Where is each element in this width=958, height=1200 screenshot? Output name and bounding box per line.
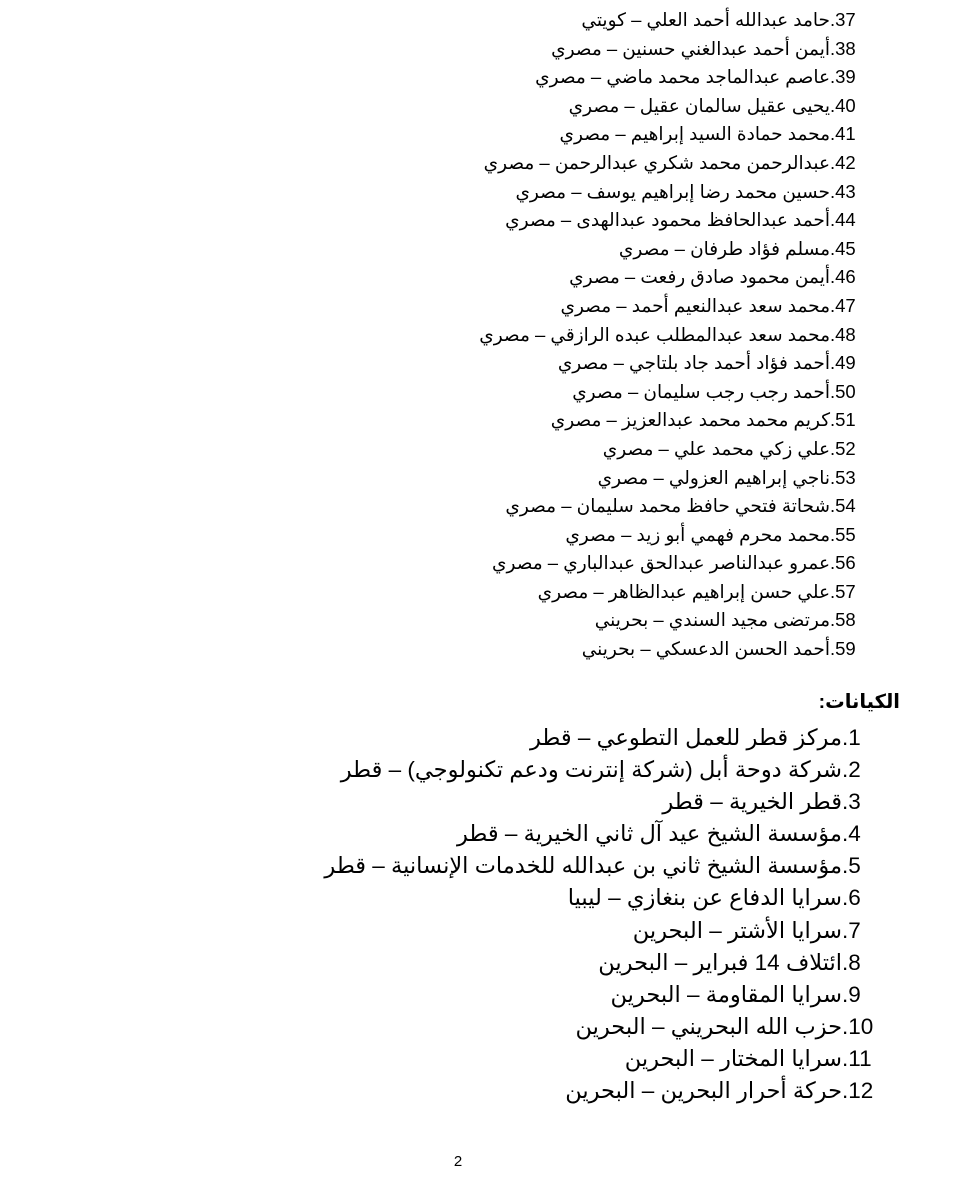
- individual-item: [479, 349, 872, 378]
- individual-item-number: 38.: [830, 37, 856, 59]
- individual-item-text: أحمد رجب رجب سليمان – مصري: [572, 380, 830, 402]
- individual-item-text: أحمد فؤاد أحمد جاد بلتاجي – مصري: [557, 352, 830, 374]
- entities-list: [324, 722, 880, 1107]
- entity-item-number: 8.: [842, 949, 861, 975]
- entity-item-number: 4.: [842, 821, 861, 847]
- entity-item-number: 1.: [842, 725, 861, 750]
- individual-item: [479, 149, 872, 178]
- entity-item: [324, 1075, 880, 1107]
- individual-item: [479, 578, 872, 607]
- individual-item-text: حامد عبدالله أحمد العلي – كويتي: [581, 9, 830, 30]
- individual-item-number: 44.: [830, 209, 856, 231]
- individual-item: [479, 464, 872, 493]
- individual-item-number: 42.: [830, 151, 856, 173]
- individual-item-number: 48.: [830, 323, 856, 345]
- individual-item-text: مرتضى مجيد السندي – بحريني: [594, 609, 830, 631]
- individual-item-text: محمد محرم فهمي أبو زيد – مصري: [565, 523, 830, 545]
- individual-item-number: 41.: [830, 123, 856, 145]
- individual-item-text: أحمد الحسن الدعسكي – بحريني: [581, 638, 830, 660]
- entity-item: [324, 1043, 880, 1075]
- individual-item-number: 53.: [830, 466, 856, 488]
- individual-item-text: حسين محمد رضا إبراهيم يوسف – مصري: [515, 180, 830, 202]
- individual-item-text: عبدالرحمن محمد شكري عبدالرحمن – مصري: [483, 151, 830, 173]
- individual-item: [479, 63, 872, 92]
- individual-item-number: 57.: [830, 580, 856, 602]
- entity-item: [324, 754, 880, 786]
- individual-item-number: 39.: [830, 66, 856, 88]
- individual-item-number: 46.: [830, 266, 856, 288]
- individual-item-text: محمد حمادة السيد إبراهيم – مصري: [559, 123, 830, 145]
- individual-item-text: كريم محمد محمد عبدالعزيز – مصري: [550, 409, 830, 431]
- individual-item-number: 58.: [830, 609, 856, 631]
- individual-item-number: 56.: [830, 552, 856, 574]
- entity-item-number: 7.: [842, 917, 861, 943]
- individual-item: [479, 492, 872, 521]
- individual-item-number: 37.: [830, 9, 856, 30]
- individual-item: [479, 235, 872, 264]
- individual-item: [479, 120, 872, 149]
- entity-item: [324, 818, 880, 850]
- entity-item: [324, 722, 880, 754]
- entity-item: [324, 786, 880, 818]
- entities-heading: الكيانات:: [818, 691, 900, 713]
- individual-item-number: 47.: [830, 294, 856, 316]
- individual-item: [479, 606, 872, 635]
- entity-item-number: 2.: [842, 757, 861, 783]
- individual-item: [479, 521, 872, 550]
- entity-item-number: 3.: [842, 789, 861, 815]
- entity-item-text: قطر الخيرية – قطر: [662, 789, 842, 815]
- individual-item: [479, 206, 872, 235]
- entity-item-text: سرايا الدفاع عن بنغازي – ليبيا: [567, 885, 842, 911]
- individual-item-number: 50.: [830, 380, 856, 402]
- individual-item-number: 40.: [830, 94, 856, 116]
- entity-item: [324, 947, 880, 979]
- individual-item: [479, 435, 872, 464]
- individual-item-number: 49.: [830, 352, 856, 374]
- individual-item-text: علي زكي محمد علي – مصري: [602, 437, 830, 459]
- entity-item-text: سرايا المختار – البحرين: [624, 1045, 842, 1071]
- individual-item-text: عمرو عبدالناصر عبدالحق عبدالباري – مصري: [492, 552, 830, 574]
- individual-item: [479, 92, 872, 121]
- individual-item: [479, 378, 872, 407]
- entity-item: [324, 1011, 880, 1043]
- individual-item-text: يحيى عقيل سالمان عقيل – مصري: [568, 94, 830, 116]
- individual-item: [479, 549, 872, 578]
- entity-item: [324, 850, 880, 882]
- entity-item: [324, 915, 880, 947]
- entity-item-text: مؤسسة الشيخ ثاني بن عبدالله للخدمات الإنسانية – قطر: [324, 853, 842, 879]
- entity-item-number: 12.: [842, 1078, 874, 1104]
- individual-item-text: شحاتة فتحي حافظ محمد سليمان – مصري: [505, 495, 830, 517]
- page-number: 2: [453, 1153, 463, 1170]
- entity-item: [324, 979, 880, 1011]
- individual-item-number: 54.: [830, 495, 856, 517]
- entity-item-text: حركة أحرار البحرين – البحرين: [565, 1078, 842, 1104]
- entity-item: [324, 882, 880, 914]
- individual-item-number: 51.: [830, 409, 856, 431]
- entity-item-text: مؤسسة الشيخ عيد آل ثاني الخيرية – قطر: [457, 821, 842, 847]
- individual-item: [479, 406, 872, 435]
- entity-item-text: سرايا المقاومة – البحرين: [610, 981, 842, 1007]
- individual-item-number: 52.: [830, 437, 856, 459]
- individual-item-text: محمد سعد عبدالمطلب عبده الرازقي – مصري: [479, 323, 830, 345]
- entity-item-number: 6.: [842, 885, 861, 911]
- individual-item: [479, 6, 872, 35]
- individual-item: [479, 178, 872, 207]
- individual-item-text: مسلم فؤاد طرفان – مصري: [618, 237, 830, 259]
- individual-item: [479, 263, 872, 292]
- individual-item-text: محمد سعد عبدالنعيم أحمد – مصري: [560, 294, 830, 316]
- entity-item-text: سرايا الأشتر – البحرين: [632, 917, 842, 943]
- entity-item-number: 9.: [842, 981, 861, 1007]
- individual-item-text: علي حسن إبراهيم عبدالظاهر – مصري: [537, 580, 830, 602]
- entity-item-text: مركز قطر للعمل التطوعي – قطر: [530, 725, 842, 750]
- individual-item-text: عاصم عبدالماجد محمد ماضي – مصري: [535, 66, 830, 88]
- entity-item-number: 11.: [842, 1045, 872, 1071]
- individual-item-number: 59.: [830, 638, 856, 660]
- individual-item-number: 55.: [830, 523, 856, 545]
- entity-item-number: 10.: [842, 1013, 874, 1039]
- entity-item-text: شركة دوحة أبل (شركة إنترنت ودعم تكنولوجي) – قطر: [340, 757, 842, 783]
- individual-item-text: أيمن أحمد عبدالغني حسنين – مصري: [551, 37, 830, 59]
- entity-item-text: حزب الله البحريني – البحرين: [575, 1013, 842, 1039]
- individual-item: [479, 292, 872, 321]
- individuals-list: [479, 6, 872, 664]
- individual-item: [479, 35, 872, 64]
- individual-item-number: 43.: [830, 180, 856, 202]
- individual-item-text: أيمن محمود صادق رفعت – مصري: [569, 266, 830, 288]
- individual-item-number: 45.: [830, 237, 856, 259]
- entity-item-text: ائتلاف 14 فبراير – البحرين: [598, 949, 842, 975]
- individual-item-text: أحمد عبدالحافظ محمود عبدالهدى – مصري: [505, 209, 830, 231]
- individual-item: [479, 635, 872, 664]
- individual-item: [479, 321, 872, 350]
- entity-item-number: 5.: [842, 853, 861, 879]
- individual-item-text: ناجي إبراهيم العزولي – مصري: [597, 466, 830, 488]
